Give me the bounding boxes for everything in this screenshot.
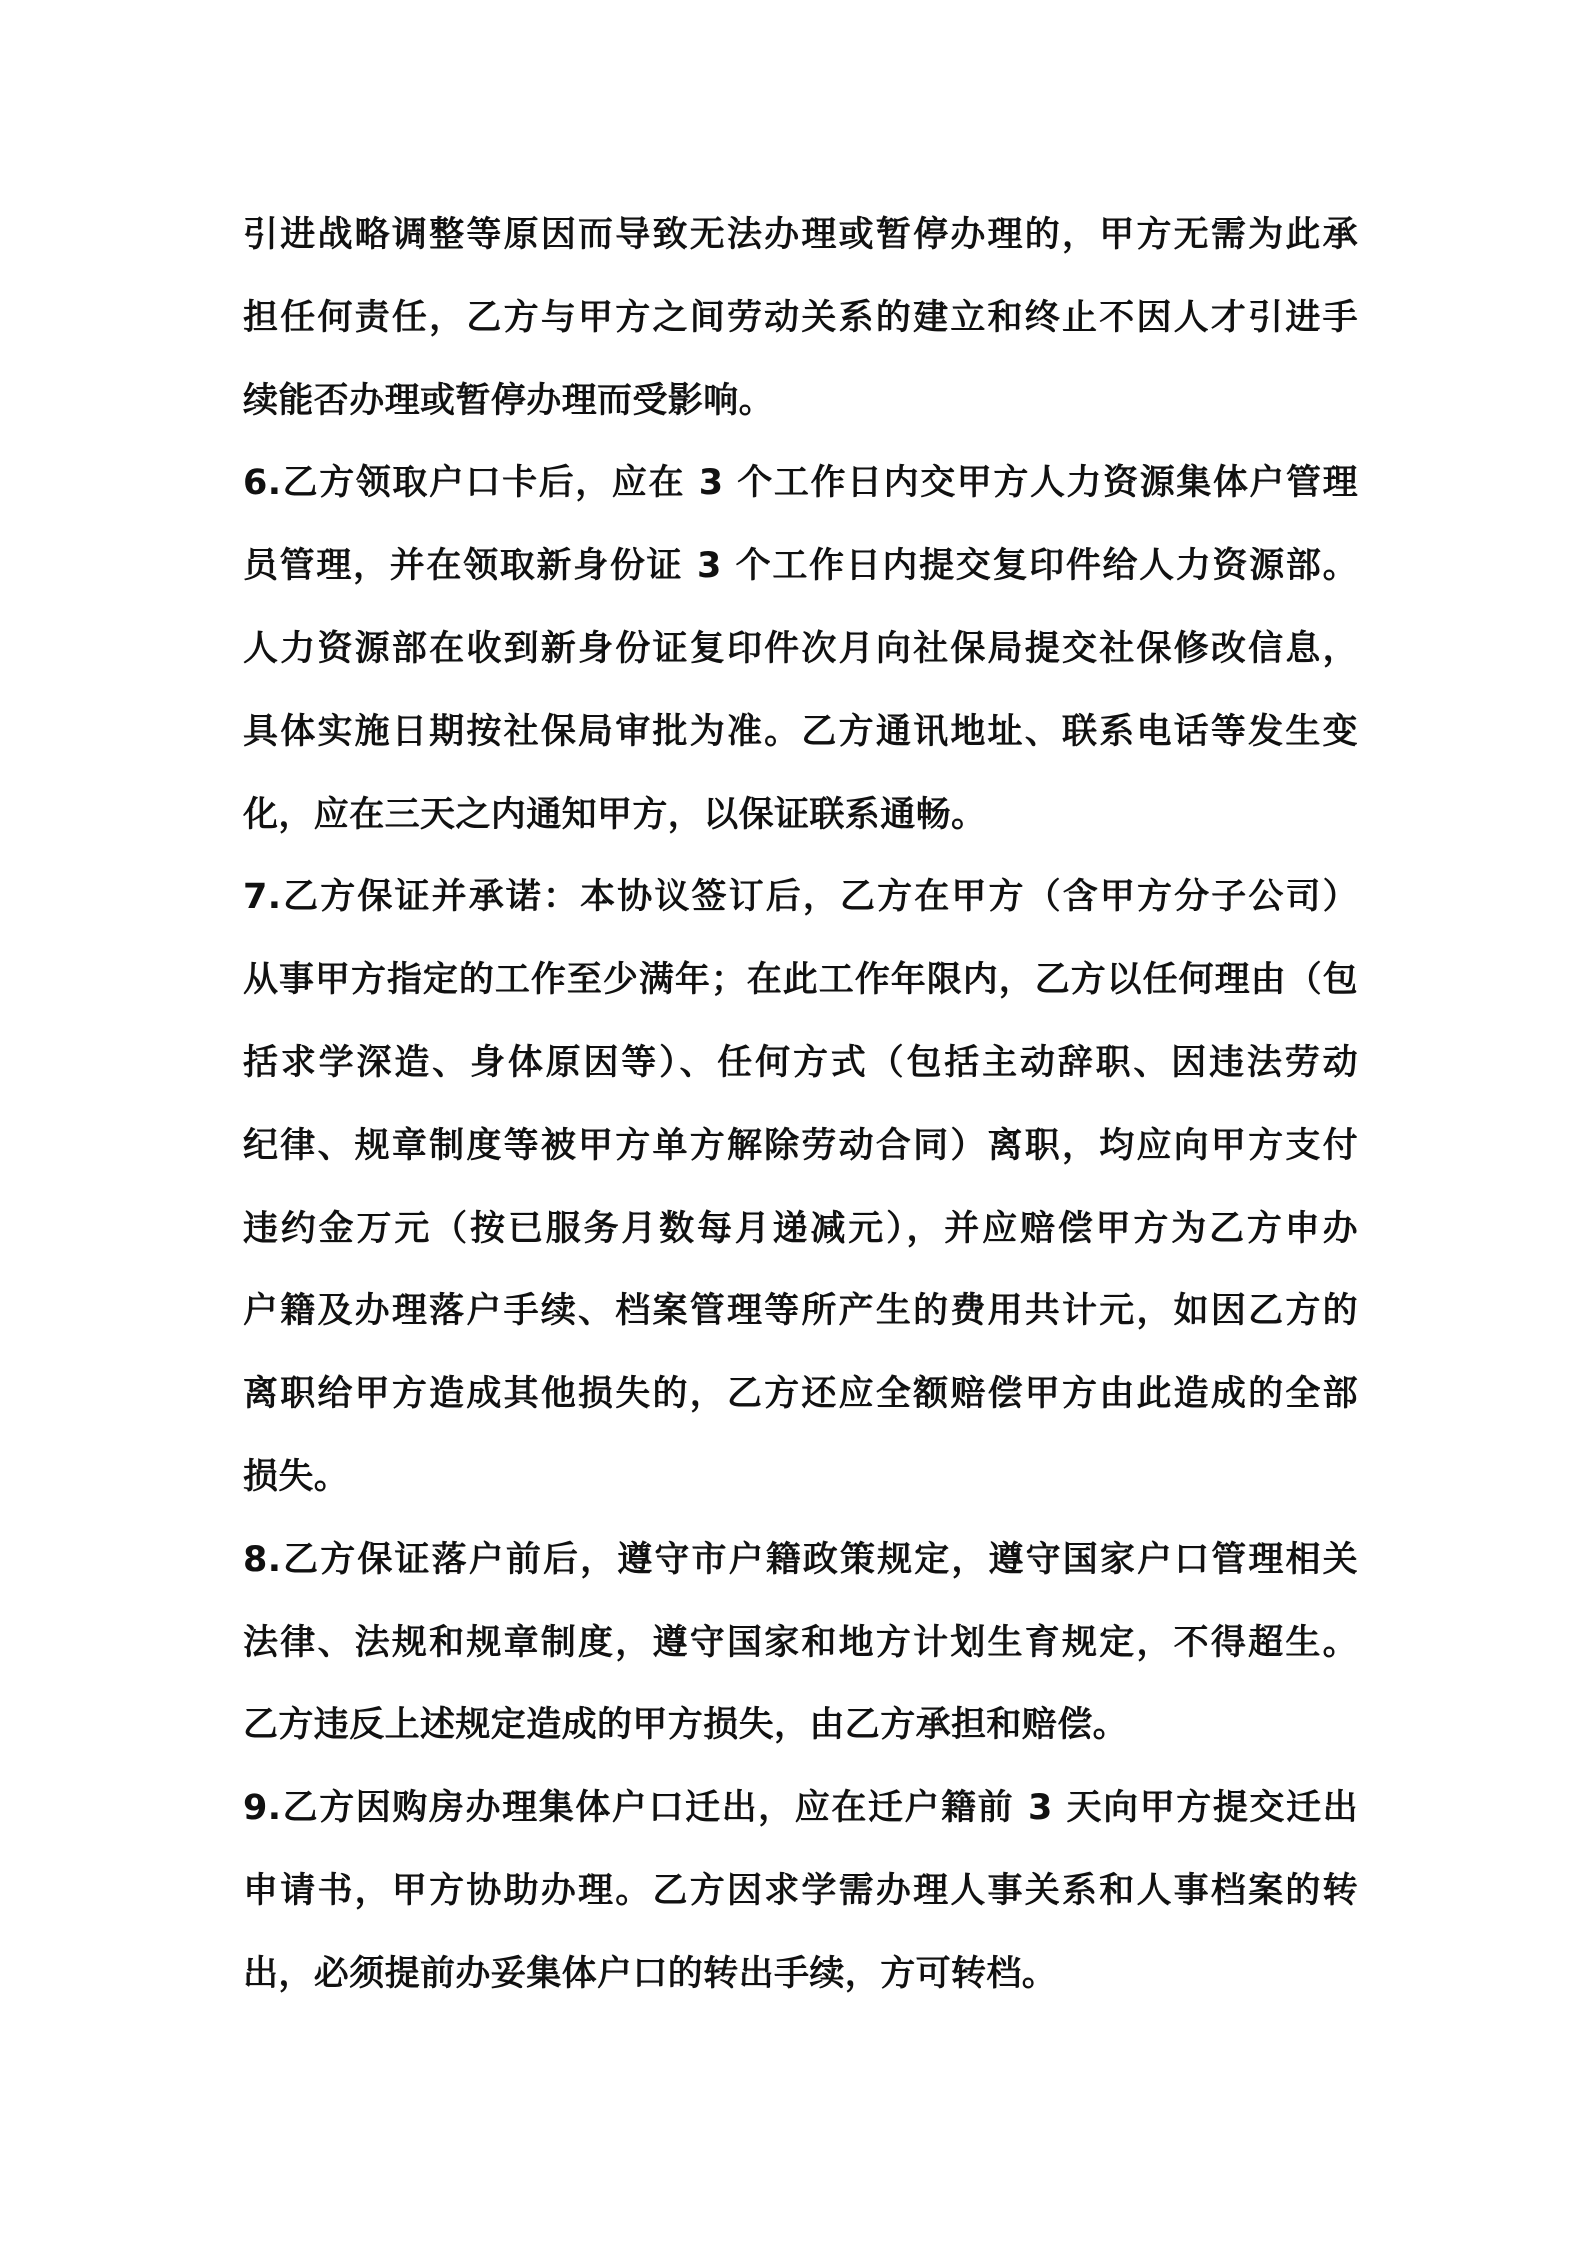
text-line: 化，应在三天之内通知甲方，以保证联系通畅。 — [243, 794, 987, 835]
text-line: 离职给甲方造成其他损失的，乙方还应全额赔偿甲方由此造成的全部 — [243, 1374, 1358, 1415]
text-line: 违约金万元（按已服务月数每月递减元），并应赔偿甲方为乙方申办 — [243, 1208, 1358, 1249]
paragraph-clause-9 — [243, 1767, 1358, 2015]
paragraph-clause-8 — [243, 1519, 1358, 1767]
text-line: 具体实施日期按社保局审批为准。乙方通讯地址、联系电话等发生变 — [243, 711, 1358, 752]
text-line: 引进战略调整等原因而导致无法办理或暂停办理的，甲方无需为此承 — [243, 215, 1358, 255]
text-line: 户籍及办理落户手续、档案管理等所产生的费用共计元，如因乙方的 — [243, 1291, 1358, 1332]
text-line: 6.乙方领取户口卡后，应在 3 个工作日内交甲方人力资源集体户管理 — [243, 463, 1358, 504]
text-line: 9.乙方因购房办理集体户口迁出，应在迁户籍前 3 天向甲方提交迁出 — [243, 1788, 1358, 1829]
text-line: 担任何责任，乙方与甲方之间劳动关系的建立和终止不因人才引进手 — [243, 297, 1358, 338]
text-line: 人力资源部在收到新身份证复印件次月向社保局提交社保修改信息， — [243, 628, 1358, 669]
text-line: 法律、法规和规章制度，遵守国家和地方计划生育规定，不得超生。 — [243, 1622, 1358, 1663]
text-line: 纪律、规章制度等被甲方单方解除劳动合同）离职，均应向甲方支付 — [243, 1125, 1358, 1166]
document-body — [243, 194, 1358, 2016]
text-line: 7.乙方保证并承诺：本协议签订后，乙方在甲方（含甲方分子公司） — [243, 877, 1358, 918]
text-line: 续能否办理或暂停办理而受影响。 — [243, 380, 775, 421]
text-line: 8.乙方保证落户前后，遵守市户籍政策规定，遵守国家户口管理相关 — [243, 1539, 1358, 1580]
text-line: 从事甲方指定的工作至少满年；在此工作年限内，乙方以任何理由（包 — [243, 960, 1358, 1001]
paragraph-continuation — [243, 194, 1358, 442]
text-line: 员管理，并在领取新身份证 3 个工作日内提交复印件给人力资源部。 — [243, 546, 1358, 587]
text-line: 出，必须提前办妥集体户口的转出手续，方可转档。 — [243, 1953, 1058, 1994]
text-line: 括求学深造、身体原因等）、任何方式（包括主动辞职、因违法劳动 — [243, 1042, 1358, 1083]
paragraph-clause-7 — [243, 856, 1358, 1518]
paragraph-clause-6 — [243, 442, 1358, 856]
text-line: 损失。 — [243, 1456, 350, 1497]
text-line: 申请书，甲方协助办理。乙方因求学需办理人事关系和人事档案的转 — [243, 1870, 1358, 1911]
text-line: 乙方违反上述规定造成的甲方损失，由乙方承担和赔偿。 — [243, 1705, 1129, 1746]
